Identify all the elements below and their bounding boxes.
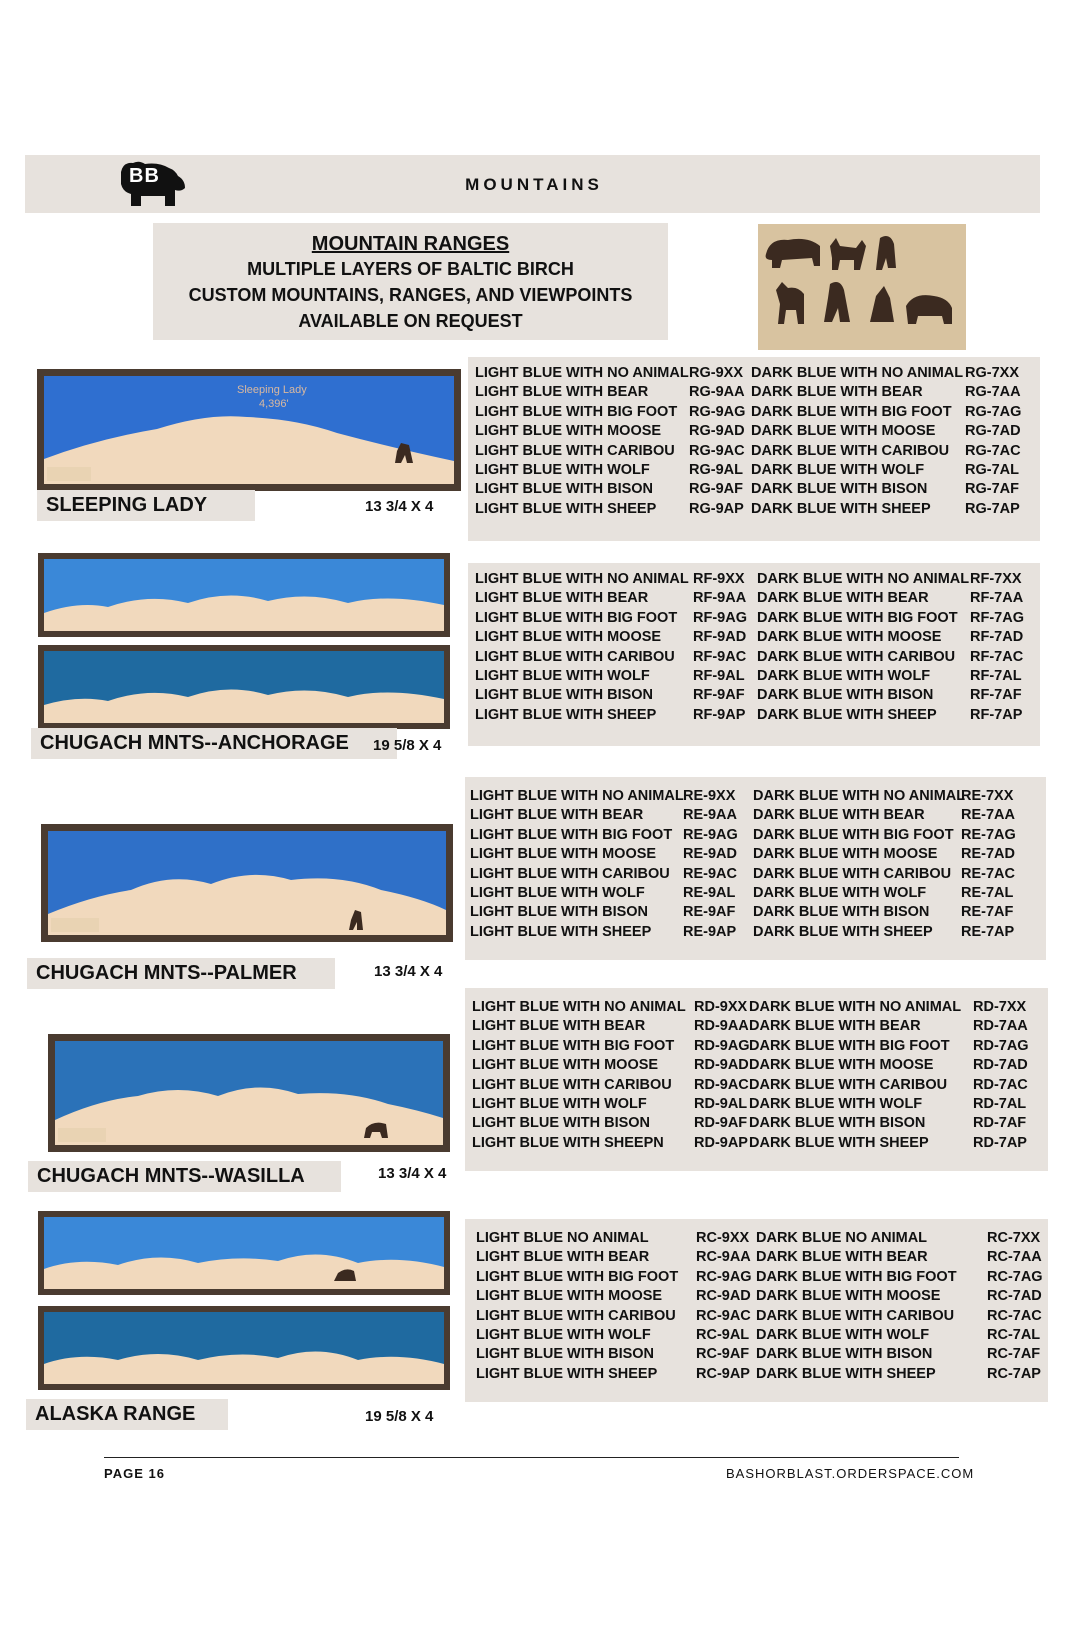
sku-row xyxy=(468,629,1040,648)
sleeping-lady-photo xyxy=(37,369,461,491)
dark-sku-code: RF-7AF xyxy=(970,687,1022,704)
light-sku-code: RF-9AL xyxy=(693,668,745,684)
light-sku-code: RE-9AP xyxy=(683,923,737,940)
light-option-label: LIGHT BLUE WITH BEAR xyxy=(470,807,644,824)
light-sku-code: RF-9XX xyxy=(693,571,745,587)
light-option-label: LIGHT BLUE WITH BEAR xyxy=(472,1018,646,1035)
dark-sku-code: RD-7AG xyxy=(973,1037,1029,1054)
dark-sku-code: RC-7AC xyxy=(987,1307,1042,1324)
sku-row xyxy=(468,384,1040,403)
light-sku-code: RF-9AA xyxy=(693,590,747,607)
light-option-label: LIGHT BLUE WITH BISON xyxy=(475,687,654,704)
dark-sku-code: RG-7AG xyxy=(965,403,1022,420)
light-option-label: LIGHT BLUE WITH WOLF xyxy=(470,885,645,901)
light-option-label: LIGHT BLUE WITH CARIBOU xyxy=(475,442,675,459)
sku-table xyxy=(465,988,1048,1171)
dark-option-label: DARK BLUE WITH NO ANIMAL xyxy=(751,365,964,381)
light-option-label: LIGHT BLUE WITH CARIBOU xyxy=(475,648,675,665)
dark-option-label: DARK BLUE WITH MOOSE xyxy=(751,423,936,440)
dark-option-label: DARK BLUE WITH WOLF xyxy=(756,1327,930,1343)
sku-row xyxy=(465,1230,1048,1249)
light-option-label: LIGHT BLUE WITH BISON xyxy=(470,904,649,921)
light-sku-code: RC-9AG xyxy=(696,1268,752,1285)
dark-option-label: DARK BLUE WITH BISON xyxy=(756,1346,933,1363)
light-option-label: LIGHT BLUE WITH WOLF xyxy=(472,1096,647,1112)
light-sku-code: RC-9AD xyxy=(696,1288,751,1305)
product-size: 13 3/4 X 4 xyxy=(365,498,434,515)
light-option-label: LIGHT BLUE WITH CARIBOU xyxy=(476,1307,676,1324)
sku-row xyxy=(468,443,1040,462)
sku-table xyxy=(465,1219,1048,1402)
light-option-label: LIGHT BLUE WITH MOOSE xyxy=(470,846,657,863)
dark-sku-code: RC-7XX xyxy=(987,1230,1041,1246)
light-sku-code: RG-9AP xyxy=(689,500,744,517)
wasilla-photo xyxy=(48,1034,450,1152)
sku-row xyxy=(465,1115,1048,1134)
sku-row xyxy=(465,1288,1048,1307)
dark-sku-code: RD-7XX xyxy=(973,999,1027,1015)
sku-row xyxy=(468,571,1040,590)
dark-option-label: DARK BLUE WITH MOOSE xyxy=(756,1288,941,1305)
light-option-label: LIGHT BLUE WITH BIG FOOT xyxy=(475,609,678,626)
dark-sku-code: RE-7AD xyxy=(961,846,1015,863)
dark-option-label: DARK BLUE WITH CARIBOU xyxy=(751,442,950,459)
sku-row xyxy=(465,1096,1048,1115)
sku-table xyxy=(465,777,1046,960)
dark-option-label: DARK BLUE WITH BIG FOOT xyxy=(753,826,954,843)
light-sku-code: RG-9AF xyxy=(689,481,743,498)
product-name: CHUGACH MNTS--PALMER xyxy=(27,958,335,989)
dark-option-label: DARK BLUE WITH NO ANIMAL xyxy=(753,788,966,804)
dark-option-label: DARK BLUE WITH BISON xyxy=(751,481,928,498)
light-sku-code: RG-9XX xyxy=(689,365,743,381)
dark-option-label: DARK BLUE WITH WOLF xyxy=(749,1096,923,1112)
sku-table xyxy=(468,563,1040,746)
dark-option-label: DARK BLUE WITH NO ANIMAL xyxy=(757,571,970,587)
dark-option-label: DARK BLUE WITH BEAR xyxy=(756,1249,928,1266)
dark-sku-code: RG-7XX xyxy=(965,365,1019,381)
sku-row xyxy=(468,668,1040,687)
logo-text: BB xyxy=(129,165,160,187)
light-sku-code: RE-9AL xyxy=(683,885,736,901)
dark-sku-code: RE-7AG xyxy=(961,826,1016,843)
dark-option-label: DARK BLUE WITH CARIBOU xyxy=(749,1076,948,1093)
sku-row xyxy=(468,481,1040,500)
dark-option-label: DARK BLUE WITH SHEEP xyxy=(756,1365,936,1382)
alaska-range-light-photo xyxy=(38,1211,450,1295)
light-option-label: LIGHT BLUE WITH CARIBOU xyxy=(470,865,670,882)
dark-sku-code: RE-7AP xyxy=(961,923,1015,940)
dark-sku-code: RC-7AG xyxy=(987,1268,1043,1285)
sku-row xyxy=(468,590,1040,609)
dark-option-label: DARK BLUE WITH BEAR xyxy=(753,807,925,824)
dark-option-label: DARK BLUE WITH SHEEP xyxy=(757,706,937,723)
sku-row xyxy=(468,687,1040,706)
sku-row xyxy=(468,610,1040,629)
dark-option-label: DARK BLUE WITH BISON xyxy=(757,687,934,704)
light-sku-code: RD-9AC xyxy=(694,1076,749,1093)
dark-sku-code: RF-7AA xyxy=(970,590,1024,607)
dark-sku-code: RG-7AD xyxy=(965,423,1021,440)
light-sku-code: RC-9AF xyxy=(696,1346,750,1363)
light-option-label: LIGHT BLUE WITH SHEEP xyxy=(475,500,657,517)
anchorage-light-photo xyxy=(38,553,450,637)
sku-row xyxy=(468,649,1040,668)
page-title: MOUNTAINS xyxy=(465,175,603,194)
light-option-label: LIGHT BLUE WITH WOLF xyxy=(475,668,650,684)
sku-row xyxy=(465,1135,1048,1154)
dark-option-label: DARK BLUE WITH MOOSE xyxy=(749,1057,934,1074)
sku-row xyxy=(465,1018,1048,1037)
light-sku-code: RE-9AD xyxy=(683,846,737,863)
light-sku-code: RE-9XX xyxy=(683,788,736,804)
dark-sku-code: RE-7AL xyxy=(961,885,1014,901)
light-sku-code: RF-9AG xyxy=(693,609,747,626)
sku-row xyxy=(468,462,1040,481)
sku-row xyxy=(465,999,1048,1018)
dark-sku-code: RF-7AD xyxy=(970,629,1024,646)
light-option-label: LIGHT BLUE WITH BEAR xyxy=(476,1249,650,1266)
anchorage-dark-photo xyxy=(38,645,450,729)
photo-elevation-text: 4,396' xyxy=(259,398,289,410)
dark-option-label: DARK BLUE WITH CARIBOU xyxy=(757,648,956,665)
light-sku-code: RC-9AL xyxy=(696,1327,750,1343)
sku-row xyxy=(465,1038,1048,1057)
light-sku-code: RG-9AG xyxy=(689,403,746,420)
dark-option-label: DARK BLUE WITH CARIBOU xyxy=(756,1307,955,1324)
dark-option-label: DARK BLUE WITH BEAR xyxy=(751,384,923,401)
light-option-label: LIGHT BLUE WITH BISON xyxy=(476,1346,655,1363)
intro-line-3: AVAILABLE ON REQUEST xyxy=(298,311,523,331)
light-option-label: LIGHT BLUE WITH BIG FOOT xyxy=(470,826,673,843)
sku-row xyxy=(465,866,1046,885)
intro-line-2: CUSTOM MOUNTAINS, RANGES, AND VIEWPOINTS xyxy=(188,285,633,305)
dark-sku-code: RF-7AG xyxy=(970,609,1024,626)
dark-sku-code: RE-7AA xyxy=(961,807,1015,824)
product-size: 13 3/4 X 4 xyxy=(374,963,443,980)
dark-sku-code: RD-7AA xyxy=(973,1018,1028,1035)
dark-sku-code: RD-7AL xyxy=(973,1096,1027,1112)
product-name: SLEEPING LADY xyxy=(37,490,255,521)
palmer-photo xyxy=(41,824,453,942)
dark-sku-code: RG-7AC xyxy=(965,442,1021,459)
light-sku-code: RG-9AL xyxy=(689,462,743,478)
dark-sku-code: RC-7AF xyxy=(987,1346,1041,1363)
light-option-label: LIGHT BLUE WITH BISON xyxy=(472,1115,651,1132)
dark-sku-code: RE-7XX xyxy=(961,788,1014,804)
dark-sku-code: RE-7AF xyxy=(961,904,1014,921)
light-sku-code: RF-9AD xyxy=(693,629,747,646)
sku-row xyxy=(468,365,1040,384)
dark-option-label: DARK BLUE WITH SHEEP xyxy=(753,923,933,940)
sku-table xyxy=(468,357,1040,541)
animal-cutouts-photo xyxy=(758,224,966,350)
photo-title-text: Sleeping Lady xyxy=(237,384,307,396)
sku-row xyxy=(468,707,1040,726)
dark-sku-code: RC-7AD xyxy=(987,1288,1042,1305)
dark-sku-code: RD-7AP xyxy=(973,1134,1027,1151)
sku-row xyxy=(465,1308,1048,1327)
dark-sku-code: RC-7AL xyxy=(987,1327,1041,1343)
sku-row xyxy=(465,1077,1048,1096)
dark-option-label: DARK BLUE WITH BEAR xyxy=(757,590,929,607)
product-name: CHUGACH MNTS--ANCHORAGE xyxy=(31,728,397,759)
light-sku-code: RD-9AG xyxy=(694,1037,750,1054)
dark-option-label: DARK BLUE WITH BISON xyxy=(753,904,930,921)
light-option-label: LIGHT BLUE WITH BEAR xyxy=(475,384,649,401)
light-sku-code: RD-9AL xyxy=(694,1096,748,1112)
dark-option-label: DARK BLUE WITH BISON xyxy=(749,1115,926,1132)
light-sku-code: RD-9AF xyxy=(694,1115,748,1132)
dark-option-label: DARK BLUE WITH SHEEP xyxy=(749,1134,929,1151)
light-option-label: LIGHT BLUE WITH NO ANIMAL xyxy=(475,571,689,587)
intro-line-1: MULTIPLE LAYERS OF BALTIC BIRCH xyxy=(247,259,574,279)
dark-option-label: DARK BLUE WITH BEAR xyxy=(749,1018,921,1035)
page-number: PAGE 16 xyxy=(104,1466,165,1481)
sku-row xyxy=(465,1346,1048,1365)
dark-sku-code: RF-7AL xyxy=(970,668,1022,684)
dark-option-label: DARK BLUE WITH WOLF xyxy=(757,668,931,684)
light-sku-code: RE-9AC xyxy=(683,865,737,882)
dark-option-label: DARK BLUE WITH BIG FOOT xyxy=(751,403,952,420)
sku-row xyxy=(465,1249,1048,1268)
alaska-range-dark-photo xyxy=(38,1306,450,1390)
dark-sku-code: RG-7AL xyxy=(965,462,1019,478)
light-sku-code: RE-9AA xyxy=(683,807,737,824)
dark-sku-code: RD-7AF xyxy=(973,1115,1027,1132)
dark-option-label: DARK BLUE WITH BIG FOOT xyxy=(749,1037,950,1054)
dark-sku-code: RG-7AP xyxy=(965,500,1020,517)
light-option-label: LIGHT BLUE WITH NO ANIMAL xyxy=(472,999,686,1015)
sku-row xyxy=(465,846,1046,865)
light-option-label: LIGHT BLUE WITH BISON xyxy=(475,481,654,498)
dark-sku-code: RC-7AA xyxy=(987,1249,1042,1266)
sku-row xyxy=(465,1366,1048,1385)
sku-row xyxy=(465,1327,1048,1346)
light-sku-code: RG-9AD xyxy=(689,423,745,440)
sku-row xyxy=(468,501,1040,520)
sku-row xyxy=(465,788,1046,807)
light-sku-code: RC-9AP xyxy=(696,1365,750,1382)
sku-row xyxy=(468,404,1040,423)
light-option-label: LIGHT BLUE WITH MOOSE xyxy=(475,629,662,646)
sku-row xyxy=(465,904,1046,923)
light-option-label: LIGHT BLUE WITH BIG FOOT xyxy=(476,1268,679,1285)
light-option-label: LIGHT BLUE WITH MOOSE xyxy=(475,423,662,440)
dark-sku-code: RC-7AP xyxy=(987,1365,1041,1382)
dark-option-label: DARK BLUE WITH MOOSE xyxy=(753,846,938,863)
light-option-label: LIGHT BLUE WITH WOLF xyxy=(476,1327,651,1343)
light-sku-code: RE-9AG xyxy=(683,826,738,843)
dark-option-label: DARK BLUE WITH BIG FOOT xyxy=(756,1268,957,1285)
dark-sku-code: RD-7AD xyxy=(973,1057,1028,1074)
dark-sku-code: RF-7AP xyxy=(970,706,1023,723)
light-sku-code: RF-9AF xyxy=(693,687,745,704)
dark-option-label: DARK BLUE WITH NO ANIMAL xyxy=(749,999,962,1015)
dark-sku-code: RG-7AA xyxy=(965,384,1021,401)
light-sku-code: RF-9AP xyxy=(693,706,746,723)
light-sku-code: RD-9AD xyxy=(694,1057,749,1074)
light-option-label: LIGHT BLUE WITH BEAR xyxy=(475,590,649,607)
intro-box xyxy=(153,223,668,340)
light-sku-code: RC-9AC xyxy=(696,1307,751,1324)
light-option-label: LIGHT BLUE WITH SHEEP xyxy=(470,923,652,940)
light-option-label: LIGHT BLUE WITH CARIBOU xyxy=(472,1076,672,1093)
sku-row xyxy=(465,827,1046,846)
light-option-label: LIGHT BLUE WITH MOOSE xyxy=(476,1288,663,1305)
light-sku-code: RE-9AF xyxy=(683,904,736,921)
light-sku-code: RG-9AA xyxy=(689,384,745,401)
light-sku-code: RC-9XX xyxy=(696,1230,750,1246)
dark-sku-code: RE-7AC xyxy=(961,865,1015,882)
product-size: 19 5/8 X 4 xyxy=(373,737,442,754)
product-size: 13 3/4 X 4 xyxy=(378,1165,447,1182)
dark-option-label: DARK BLUE WITH SHEEP xyxy=(751,500,931,517)
product-name: CHUGACH MNTS--WASILLA xyxy=(28,1161,341,1192)
footer-divider xyxy=(104,1457,959,1458)
sku-row xyxy=(465,1057,1048,1076)
sku-row xyxy=(465,807,1046,826)
light-option-label: LIGHT BLUE WITH BIG FOOT xyxy=(475,403,678,420)
sku-row xyxy=(465,1269,1048,1288)
light-sku-code: RC-9AA xyxy=(696,1249,751,1266)
dark-sku-code: RG-7AF xyxy=(965,481,1019,498)
light-option-label: LIGHT BLUE NO ANIMAL xyxy=(476,1230,649,1246)
dark-option-label: DARK BLUE WITH WOLF xyxy=(753,885,927,901)
light-option-label: LIGHT BLUE WITH BIG FOOT xyxy=(472,1037,675,1054)
light-option-label: LIGHT BLUE WITH WOLF xyxy=(475,462,650,478)
product-size: 19 5/8 X 4 xyxy=(365,1408,434,1425)
website-link[interactable]: BASHORBLAST.ORDERSPACE.COM xyxy=(726,1466,975,1481)
product-name: ALASKA RANGE xyxy=(26,1399,228,1430)
dark-option-label: DARK BLUE WITH MOOSE xyxy=(757,629,942,646)
dark-sku-code: RF-7XX xyxy=(970,571,1022,587)
intro-title: MOUNTAIN RANGES xyxy=(311,233,510,255)
light-option-label: LIGHT BLUE WITH NO ANIMAL xyxy=(470,788,684,804)
light-sku-code: RD-9AA xyxy=(694,1018,749,1035)
dark-option-label: DARK BLUE WITH CARIBOU xyxy=(753,865,952,882)
light-sku-code: RD-9AP xyxy=(694,1134,748,1151)
light-option-label: LIGHT BLUE WITH SHEEPN xyxy=(472,1134,664,1151)
sku-row xyxy=(465,924,1046,943)
light-sku-code: RF-9AC xyxy=(693,648,747,665)
light-option-label: LIGHT BLUE WITH SHEEP xyxy=(475,706,657,723)
light-sku-code: RG-9AC xyxy=(689,442,745,459)
dark-option-label: DARK BLUE NO ANIMAL xyxy=(756,1230,928,1246)
light-option-label: LIGHT BLUE WITH NO ANIMAL xyxy=(475,365,689,381)
sku-row xyxy=(465,885,1046,904)
dark-sku-code: RF-7AC xyxy=(970,648,1024,665)
dark-option-label: DARK BLUE WITH WOLF xyxy=(751,462,925,478)
light-sku-code: RD-9XX xyxy=(694,999,748,1015)
dark-sku-code: RD-7AC xyxy=(973,1076,1028,1093)
light-option-label: LIGHT BLUE WITH SHEEP xyxy=(476,1365,658,1382)
dark-option-label: DARK BLUE WITH BIG FOOT xyxy=(757,609,958,626)
sku-row xyxy=(468,423,1040,442)
light-option-label: LIGHT BLUE WITH MOOSE xyxy=(472,1057,659,1074)
